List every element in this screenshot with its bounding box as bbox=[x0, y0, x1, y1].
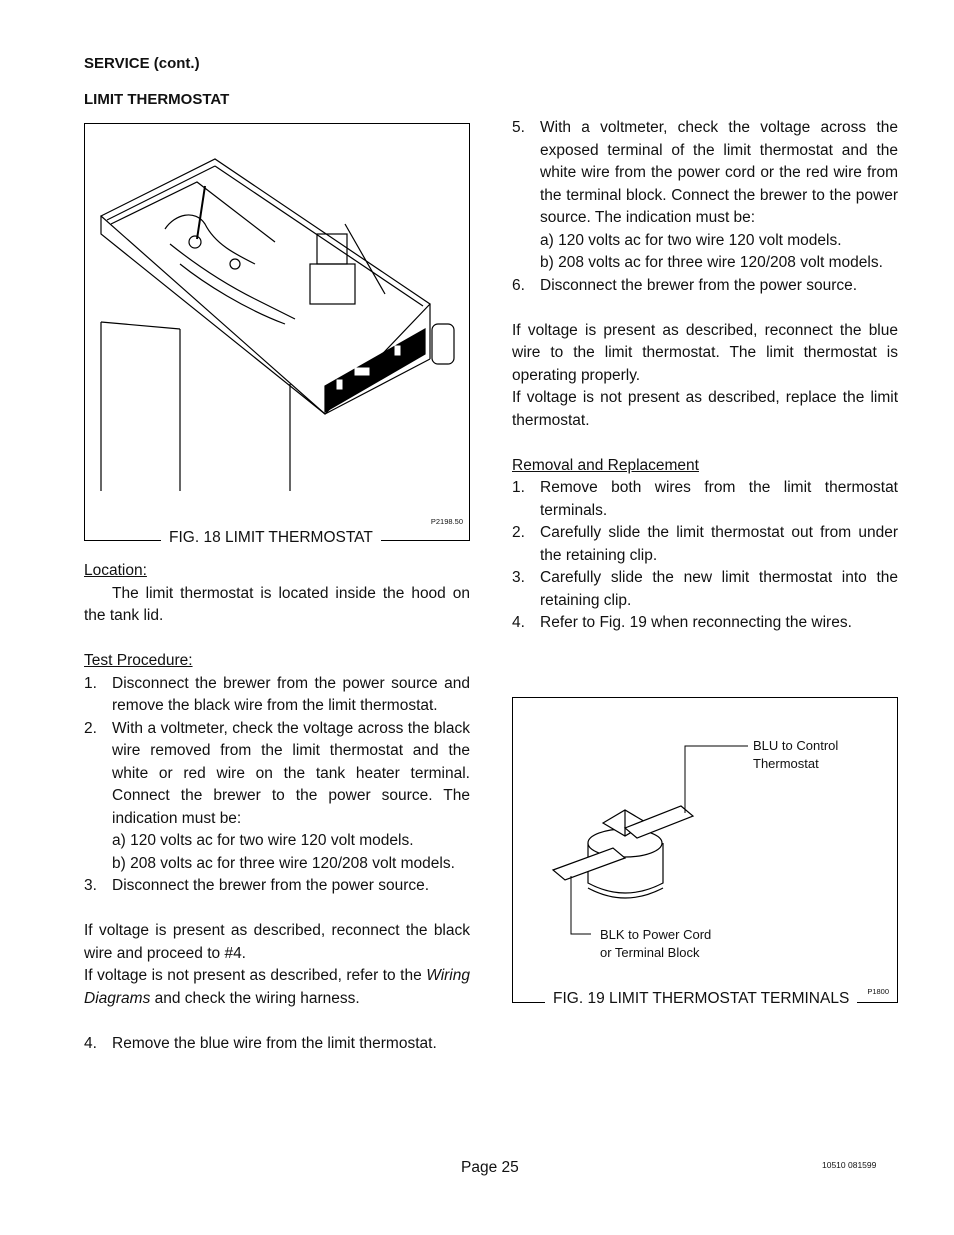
indication-a: a) 120 volts ac for two wire 120 volt models. bbox=[112, 832, 414, 849]
list-item: 3. Carefully slide the new limit thermostat into the retaining clip. bbox=[512, 567, 898, 612]
indication-b: b) 208 volts ac for three wire 120/208 volt models. bbox=[540, 254, 883, 271]
test-step-2: With a voltmeter, check the voltage across the black wire removed from the limit thermostat and the white or red wire on the tank heater terminal. Connect the brewer to the power source. The indication must be: bbox=[112, 719, 470, 827]
if-not-present-text-2: If voltage is not present as described, replace the limit thermostat. bbox=[512, 389, 898, 429]
figure-code: P1800 bbox=[867, 987, 889, 996]
brewer-illustration bbox=[85, 124, 469, 540]
figure-caption: FIG. 19 LIMIT THERMOSTAT TERMINALS bbox=[545, 990, 857, 1008]
figure-code: P2198.50 bbox=[430, 517, 463, 526]
list-item: 2. With a voltmeter, check the voltage across the black wire removed from the limit thermostat and the white or red wire on the tank heater terminal. Connect the brewer to the power source. The indication must be: bbox=[84, 718, 470, 831]
list-item: 5. With a voltmeter, check the voltage across the exposed terminal of the limit thermostat and the white wire from the power cord or the red wire from the terminal block. Connect the brewer to the power source. The indication must be: bbox=[512, 117, 898, 230]
page-title: LIMIT THERMOSTAT bbox=[84, 91, 230, 108]
blk-label: BLK to Power Cord or Terminal Block bbox=[600, 927, 712, 960]
list-item: 1. Disconnect the brewer from the power source and remove the black wire from the limit thermostat. bbox=[84, 673, 470, 718]
list-item: 3. Disconnect the brewer from the power source. bbox=[84, 875, 470, 898]
bunn-logo: BUNN bbox=[364, 337, 389, 356]
test-step-1: Disconnect the brewer from the power source and remove the black wire from the limit thermostat. bbox=[112, 674, 470, 714]
figure-18 bbox=[84, 123, 470, 546]
blu-label: BLU to Control Thermostat bbox=[753, 738, 839, 771]
removal-step-1: Remove both wires from the limit thermostat terminals. bbox=[540, 479, 898, 519]
list-item: 4. Remove the blue wire from the limit thermostat. bbox=[84, 1033, 470, 1056]
figure-caption: FIG. 18 LIMIT THERMOSTAT bbox=[161, 529, 381, 547]
if-not-present-text: If voltage is not present as described, refer to the Wiring Diagrams and check the wiring harness. bbox=[84, 967, 470, 1007]
test-step-4: Remove the blue wire from the limit thermostat. bbox=[112, 1034, 437, 1052]
left-column bbox=[84, 560, 470, 1055]
removal-step-4: Refer to Fig. 19 when reconnecting the wires. bbox=[540, 614, 852, 631]
if-present-text: If voltage is present as described, reconnect the black wire and proceed to #4. bbox=[84, 922, 470, 962]
list-item: 6. Disconnect the brewer from the power source. bbox=[512, 275, 898, 298]
location-heading: Location: bbox=[84, 562, 147, 579]
test-step-3: Disconnect the brewer from the power source. bbox=[112, 877, 430, 894]
test-step-5: With a voltmeter, check the voltage across the exposed terminal of the limit thermostat and the white wire from the power cord or the red wire from the terminal block. Connect the brewer to the power source. The indication must be: bbox=[540, 119, 898, 226]
test-step-6: Disconnect the brewer from the power source. bbox=[540, 276, 858, 294]
removal-heading: Removal and Replacement bbox=[512, 456, 699, 474]
if-present-text-2: If voltage is present as described, reconnect the blue wire to the limit thermostat. The limit thermostat is operating properly. bbox=[512, 321, 898, 384]
list-item: 1. Remove both wires from the limit thermostat terminals. bbox=[512, 477, 898, 522]
list-item: 4. Refer to Fig. 19 when reconnecting the wires. bbox=[512, 612, 898, 635]
removal-step-2: Carefully slide the limit thermostat out from under the retaining clip. bbox=[540, 524, 898, 564]
indication-a: a) 120 volts ac for two wire 120 volt models. bbox=[540, 231, 842, 249]
location-text: The limit thermostat is located inside the hood on the tank lid. bbox=[84, 584, 470, 624]
page-number: Page 25 bbox=[461, 1159, 519, 1176]
indication-b: b) 208 volts ac for three wire 120/208 volt models. bbox=[112, 854, 455, 872]
list-item: 2. Carefully slide the limit thermostat out from under the retaining clip. bbox=[512, 522, 898, 567]
test-heading: Test Procedure: bbox=[84, 652, 193, 669]
document-number: 10510 081599 bbox=[822, 1160, 877, 1170]
right-column bbox=[512, 117, 898, 635]
figure-19 bbox=[512, 697, 898, 1007]
section-heading: SERVICE (cont.) bbox=[84, 55, 200, 72]
removal-step-3: Carefully slide the new limit thermostat into the retaining clip. bbox=[540, 569, 898, 609]
